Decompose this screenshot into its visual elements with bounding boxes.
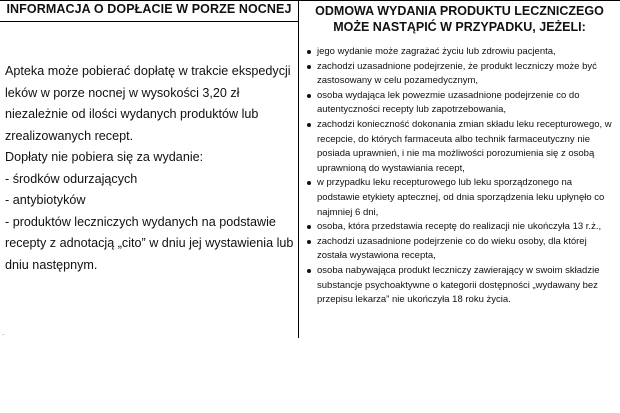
refusal-list: [307, 45, 617, 308]
exclusion-item: - środków odurzających: [5, 171, 138, 186]
column-divider: [298, 0, 299, 338]
night-surcharge-body: [5, 61, 297, 276]
stray-mark: .: [2, 328, 5, 337]
list-item: [307, 89, 617, 118]
bullet-icon: [307, 181, 311, 185]
list-item: [307, 45, 617, 60]
night-surcharge-title: INFORMACJA O DOPŁACIE W PORZE NOCNEJ: [6, 2, 292, 16]
list-item-text: osoba wydająca lek powezmie uzasadnione podejrzenie co do autentyczności recepty lub zapotrzebowania,: [317, 89, 580, 116]
list-item-text: zachodzi uzasadnione podejrzenie co do wieku osoby, dla której została wystawiona recepta,: [317, 235, 587, 262]
list-item-text: osoba, która przedstawia receptę do realizacji nie ukończyła 13 r.ż.,: [317, 221, 602, 233]
list-item-text: w przypadku leku recepturowego lub leku sporządzonego na podstawie etykiety aptecznej, od dnia sporządzenia leku upłynęło co najmniej 6 dni,: [317, 177, 605, 218]
list-item-text: jego wydanie może zagrażać życiu lub zdrowiu pacjenta,: [317, 46, 556, 57]
list-item: [307, 60, 617, 89]
list-item: [307, 264, 617, 308]
exclusion-item: - antybiotyków: [5, 193, 86, 207]
table-top-border: [0, 0, 620, 1]
bullet-icon: [307, 94, 311, 98]
list-item-text: osoba nabywająca produkt leczniczy zawierający w swoim składzie substancje psychoaktywne o kategorii dostępności „wydawany bez przepisu lekarza” nie ukończyła 18 roku życia.: [317, 264, 600, 306]
list-item: [307, 118, 617, 176]
list-item: [307, 235, 617, 264]
refusal-title: ODMOWA WYDANIA PRODUKTU LECZNICZEGO MOŻE NASTĄPIĆ W PRZYPADKU, JEŻELI:: [315, 4, 604, 34]
surcharge-paragraph: Apteka może pobierać dopłatę w trakcie ekspedycji leków w porze nocnej w wysokości 3,20 zł niezależnie od ilości wydanych produktów lub zrealizowanych recept.: [5, 64, 291, 143]
bullet-icon: [307, 50, 311, 54]
list-item: [307, 176, 617, 220]
list-item-text: zachodzi uzasadnione podejrzenie, że produkt leczniczy może być zastosowany w celu pozamedycznym,: [317, 60, 597, 87]
list-item-text: zachodzi konieczność dokonania zmian składu leku recepturowego, w recepcie, do których farmaceuta albo technik farmaceutyczny nie posiada uprawnień, i nie ma możliwości porozumienia się z osobą uprawnioną do wystawiania recept,: [317, 118, 612, 174]
bullet-icon: [307, 240, 311, 244]
exclusion-item: - produktów leczniczych wydanych na podstawie recepty z adnotacją „cito” w dniu jej wystawienia lub dniu następnym.: [5, 214, 294, 272]
bullet-icon: [307, 269, 311, 273]
exclusions-intro: Dopłaty nie pobiera się za wydanie:: [5, 150, 204, 164]
bullet-icon: [307, 65, 311, 69]
left-header-divider: [0, 21, 298, 22]
bullet-icon: [307, 225, 311, 229]
bullet-icon: [307, 123, 311, 127]
list-item: [307, 220, 617, 235]
